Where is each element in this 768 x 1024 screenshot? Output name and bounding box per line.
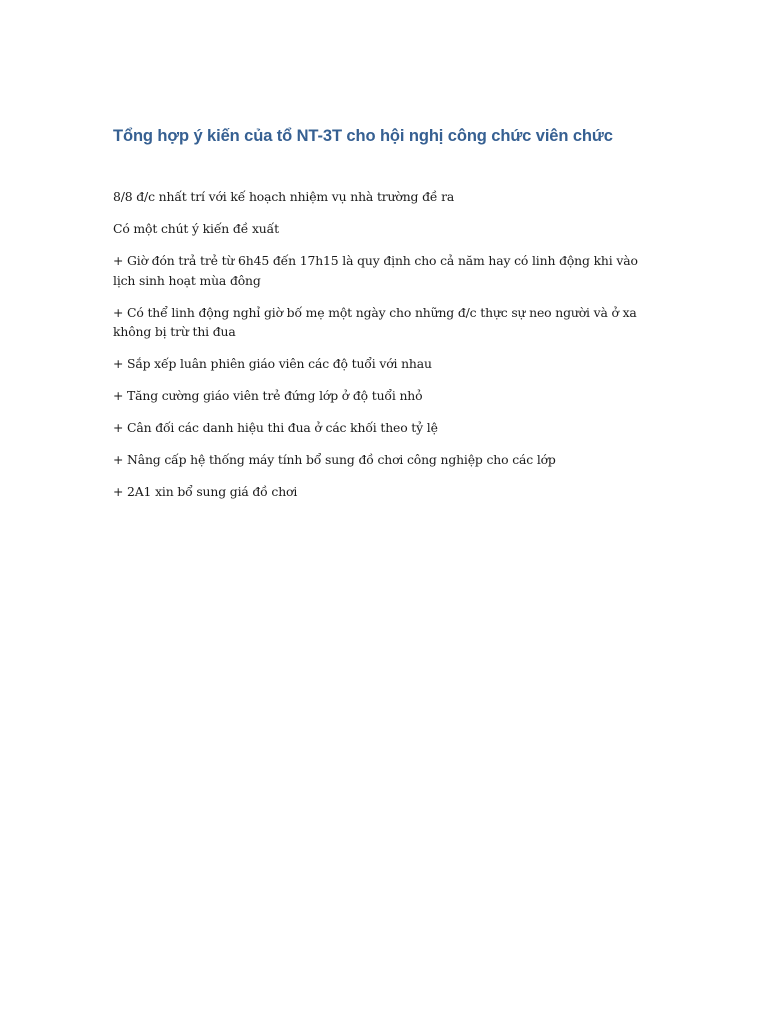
document-title: Tổng hợp ý kiến của tổ NT-3T cho hội nghị công chức viên chức	[113, 127, 613, 145]
document-body	[113, 122, 658, 514]
paragraph-young-teachers: + Tăng cường giáo viên trẻ đứng lớp ở độ tuổi nhỏ	[113, 388, 423, 403]
paragraph-computer-upgrade: + Nâng cấp hệ thống máy tính bổ sung đồ chơi công nghiệp cho các lớp	[113, 452, 556, 467]
paragraph-pickup-hours: + Giờ đón trả trẻ từ 6h45 đến 17h15 là quy định cho cả năm hay có linh động khi vào lịch sinh hoạt mùa đông	[113, 253, 638, 288]
paragraph-emulation-titles: + Cân đối các danh hiệu thi đua ở các khối theo tỷ lệ	[113, 420, 438, 435]
paragraph-toy-shelf: + 2A1 xin bổ sung giá đồ chơi	[113, 484, 298, 499]
paragraph-parent-leave: + Có thể linh động nghỉ giờ bố mẹ một ngày cho những đ/c thực sự neo người và ở xa không bị trừ thi đua	[113, 304, 637, 339]
paragraph-proposal-intro: Có một chút ý kiến đề xuất	[113, 221, 279, 236]
paragraph-teacher-rotation: + Sắp xếp luân phiên giáo viên các độ tuổi với nhau	[113, 356, 432, 371]
paragraph-agreement: 8/8 đ/c nhất trí với kế hoạch nhiệm vụ nhà trường đề ra	[113, 189, 455, 204]
